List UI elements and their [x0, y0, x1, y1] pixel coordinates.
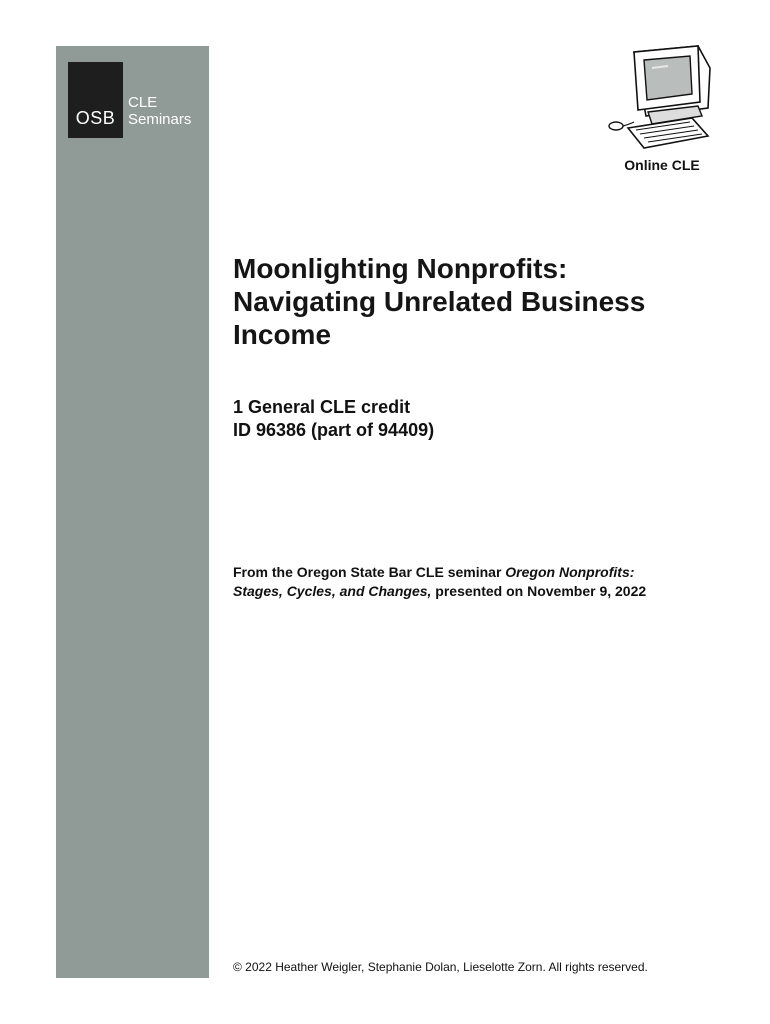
computer-icon [606, 44, 718, 156]
credit-line: 1 General CLE credit [233, 397, 411, 417]
title-line-1: Moonlighting Nonprofits: [233, 253, 568, 284]
osb-cle-logo [68, 62, 191, 138]
logo-text [123, 62, 191, 138]
gray-sidebar [56, 46, 209, 978]
logo-line-2: Seminars [128, 111, 192, 128]
title-line-2: Navigating Unrelated Business [233, 286, 646, 317]
id-line: ID 96386 (part of 94409) [233, 420, 435, 440]
copyright-footer: © 2022 Heather Weigler, Stephanie Dolan, Lieselotte Zorn. All rights reserved. [233, 960, 648, 974]
from-suffix: presented on November 9, 2022 [431, 583, 647, 599]
credit-info [233, 396, 703, 442]
logo-abbr: OSB [68, 62, 123, 138]
title-line-3: Income [233, 319, 332, 350]
seminar-source [233, 563, 713, 601]
from-prefix: From the Oregon State Bar CLE seminar [233, 564, 506, 580]
seminar-name-2: Stages, Cycles, and Changes, [233, 583, 432, 599]
logo-line-1: CLE [128, 94, 158, 111]
seminar-name-1: Oregon Nonprofits: [505, 564, 635, 580]
document-title [233, 252, 713, 351]
online-cle-label: Online CLE [624, 157, 700, 173]
